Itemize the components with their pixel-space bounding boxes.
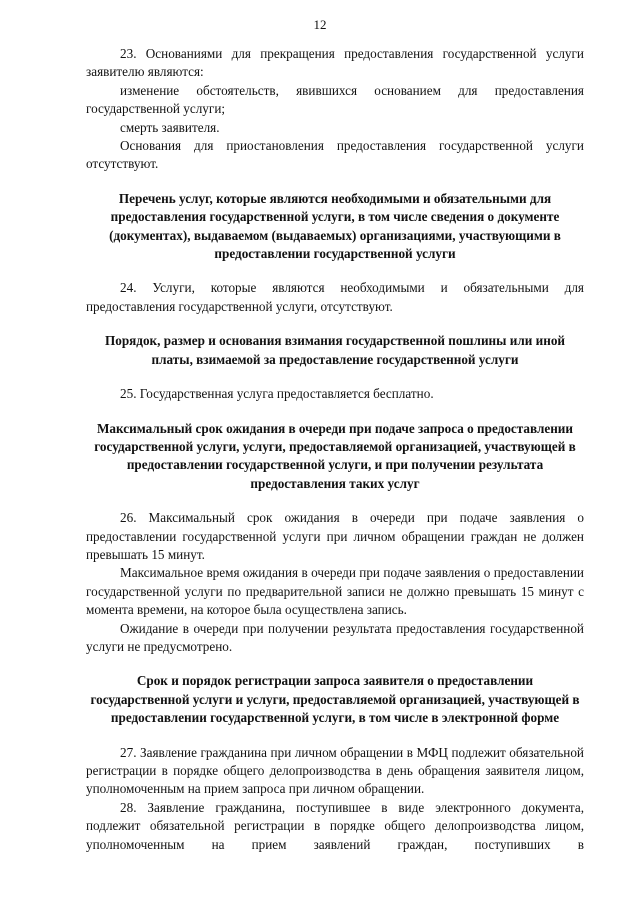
paragraph-26-prereg: Максимальное время ожидания в очереди при подаче заявления о предоставлении государственной услуги по предварительной записи не должно превышать 15 минут с момента времени, на которое была осуществлена запись.	[86, 565, 584, 618]
paragraph-26-result: Ожидание в очереди при получении результата предоставления государственной услуги не предусмотрено.	[86, 620, 584, 654]
heading-required-services: Перечень услуг, которые являются необходимыми и обязательными для предоставления государственной услуги, в том числе сведения о документе (документах), выдаваемом (выдаваемых) организациями, участвующими в предоставлении государственной услуги	[109, 190, 561, 262]
paragraph-23-item-1: изменение обстоятельств, явившихся основанием для предоставления государственной услуги;	[86, 82, 584, 117]
paragraph-23: 23. Основаниями для прекращения предоставления государственной услуги заявителю являются:	[86, 46, 584, 80]
paragraph-26: 26. Максимальный срок ожидания в очереди при подаче заявления о предоставлении государственной услуги при личном обращении граждан не должен превышать 15 минут.	[86, 510, 584, 562]
paragraph-23-suspension: Основания для приостановления предоставления государственной услуги отсутствуют.	[86, 138, 584, 172]
paragraph-27: 27. Заявление гражданина при личном обращении в МФЦ подлежит обязательной регистрации в порядке общего делопроизводства в день обращения заявителя лицом, уполномоченным на прием запроса при личном обращении.	[86, 744, 584, 797]
heading-registration: Срок и порядок регистрации запроса заявителя о предоставлении государственной услуги и услуги, предоставляемой организацией, участвующей в предоставлении государственной услуги, в том числе в электронной форме	[90, 673, 580, 726]
paragraph-24: 24. Услуги, которые являются необходимыми и обязательными для предоставления государственной услуги, отсутствуют.	[86, 280, 584, 314]
heading-waiting-time: Максимальный срок ожидания в очереди при подаче запроса о предоставлении государственной услуги, услуги, предоставляемой организацией, участвующей в предоставлении государственной услуги, и при получении результата предоставления таких услуг	[94, 420, 576, 491]
page-number: 12	[313, 17, 327, 32]
document-body	[86, 45, 584, 854]
paragraph-25: 25. Государственная услуга предоставляется бесплатно.	[120, 386, 434, 402]
heading-fee: Порядок, размер и основания взимания государственной пошлины или иной платы, взимаемой за предоставление государственной услуги	[104, 333, 566, 367]
paragraph-28: 28. Заявление гражданина, поступившее в виде электронного документа, подлежит обязательной регистрации в порядке общего делопроизводства лицом, уполномоченным на прием заявлений граждан, поступивших в	[86, 799, 584, 852]
paragraph-23-item-2: смерть заявителя.	[120, 119, 220, 135]
